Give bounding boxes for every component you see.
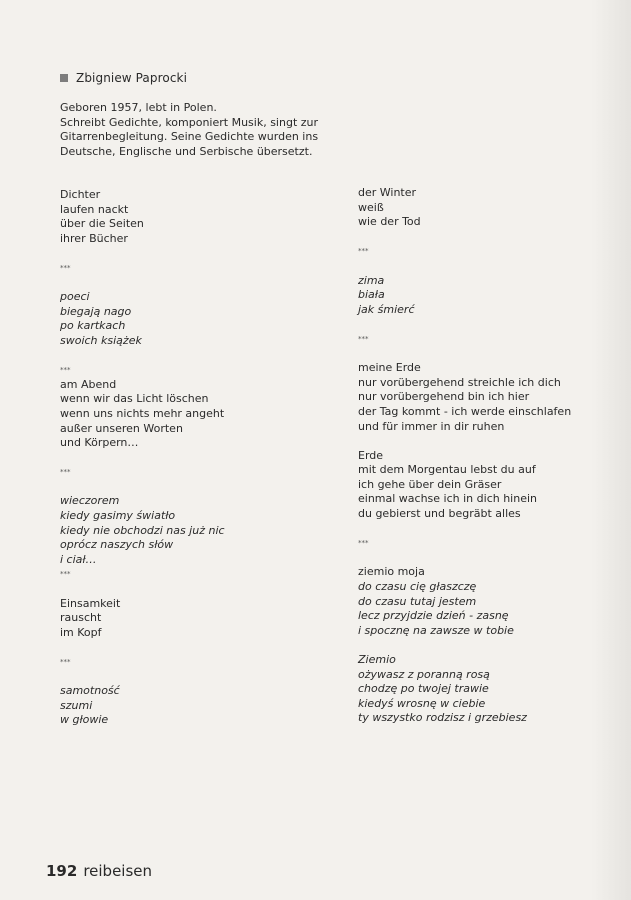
stanza-erde xyxy=(358,449,571,522)
stanza-ziemio-moja xyxy=(358,565,571,638)
poem-line: ożywasz z poranną rosą xyxy=(358,667,490,681)
poem-line: am Abend xyxy=(60,377,117,391)
stanza-meine-erde xyxy=(358,361,571,434)
stanza-separator: *** xyxy=(60,570,71,579)
stanza-separator: *** xyxy=(60,263,71,272)
stanza-separator: *** xyxy=(358,334,369,343)
poem-line: ich gehe über dein Gräser xyxy=(358,477,502,491)
poem-line: und für immer in dir ruhen xyxy=(358,419,505,433)
poem-line: der Tag kommt - ich werde einschlafen xyxy=(358,404,572,418)
stanza-wieczorem xyxy=(60,494,225,567)
poem-line: samotność xyxy=(60,684,120,698)
poem-column-right xyxy=(358,186,571,726)
poem-line: mit dem Morgentau lebst du auf xyxy=(358,463,536,477)
poem-line: do czasu tutaj jestem xyxy=(358,594,477,608)
poem-line: kiedy gasimy światło xyxy=(60,509,176,523)
author-heading xyxy=(60,71,187,85)
bio-line: Gitarrenbegleitung. Seine Gedichte wurden ins xyxy=(60,130,319,144)
page-number: 192 xyxy=(46,862,78,880)
author-bio xyxy=(60,101,330,159)
stanza-samotnosc xyxy=(60,684,225,728)
poem-line: szumi xyxy=(60,698,93,712)
poem-line: kiedyś wrosnę w ciebie xyxy=(358,696,486,710)
poem-line: ihrer Bücher xyxy=(60,231,128,245)
poem-line: i spocznę na zawsze w tobie xyxy=(358,623,514,637)
bio-line: Geboren 1957, lebt in Polen. xyxy=(60,101,217,114)
poem-line: im Kopf xyxy=(60,625,102,639)
poem-line: zima xyxy=(358,273,385,287)
stanza-dichter xyxy=(60,188,225,246)
poem-line: wenn uns nichts mehr angeht xyxy=(60,406,225,420)
poem-line: laufen nackt xyxy=(60,202,129,216)
poem-line: wieczorem xyxy=(60,494,120,508)
poem-line: Einsamkeit xyxy=(60,596,121,610)
bio-line: Schreibt Gedichte, komponiert Musik, singt zur xyxy=(60,115,319,129)
poem-line: Erde xyxy=(358,448,384,462)
poem-line: w głowie xyxy=(60,713,109,727)
stanza-der-winter xyxy=(358,186,571,230)
page-gutter-shadow xyxy=(591,0,631,900)
poem-line: rauscht xyxy=(60,611,102,625)
poem-line: nur vorübergehend streichle ich dich xyxy=(358,375,561,389)
stanza-poeci xyxy=(60,290,225,348)
poem-line: biegają nago xyxy=(60,304,132,318)
stanza-separator: *** xyxy=(60,366,71,375)
poem-line: lecz przyjdzie dzień - zasnę xyxy=(358,609,509,623)
poem-line: einmal wachse ich in dich hinein xyxy=(358,492,538,506)
poem-line: jak śmierć xyxy=(358,302,415,316)
stanza-einsamkeit xyxy=(60,597,225,641)
poem-line: wie der Tod xyxy=(358,215,421,229)
stanza-separator: *** xyxy=(358,539,369,548)
poem-line: swoich książek xyxy=(60,333,142,347)
poem-line: do czasu cię głaszczę xyxy=(358,580,477,594)
poem-line: Ziemio xyxy=(358,653,396,666)
author-name: Zbigniew Paprocki xyxy=(76,71,188,85)
poem-line: Dichter xyxy=(60,188,101,201)
poem-line: außer unseren Worten xyxy=(60,421,183,435)
poem-column-left xyxy=(60,188,225,728)
poem-line: und Körpern… xyxy=(60,436,139,450)
poem-line: poeci xyxy=(60,290,90,304)
poem-line: weiß xyxy=(358,200,384,214)
poem-line: über die Seiten xyxy=(60,217,144,231)
stanza-separator: *** xyxy=(358,247,369,256)
stanza-am-abend xyxy=(60,378,225,451)
poem-line: po kartkach xyxy=(60,319,126,333)
publication-name: reibeisen xyxy=(83,862,153,880)
stanza-zima xyxy=(358,274,571,318)
poem-line: chodzę po twojej trawie xyxy=(358,682,489,696)
poem-line: meine Erde xyxy=(358,361,421,375)
poem-line: biała xyxy=(358,288,385,302)
poem-line: oprócz naszych słów xyxy=(60,538,174,552)
square-bullet-icon xyxy=(60,74,68,82)
poem-line: der Winter xyxy=(358,186,417,199)
poem-line: ty wszystko rodzisz i grzebiesz xyxy=(358,711,527,725)
stanza-separator: *** xyxy=(60,468,71,477)
bio-line: Deutsche, Englische und Serbische übersetzt. xyxy=(60,144,313,158)
page-footer xyxy=(46,862,152,880)
poem-line: kiedy nie obchodzi nas już nic xyxy=(60,523,225,537)
poem-line: ziemio moja xyxy=(358,565,425,579)
poem-line: nur vorübergehend bin ich hier xyxy=(358,390,530,404)
stanza-ziemio xyxy=(358,653,571,726)
poem-line: wenn wir das Licht löschen xyxy=(60,392,209,406)
stanza-separator: *** xyxy=(60,658,71,666)
poem-line: du gebierst und begräbt alles xyxy=(358,507,521,521)
poem-line: i ciał… xyxy=(60,552,97,566)
